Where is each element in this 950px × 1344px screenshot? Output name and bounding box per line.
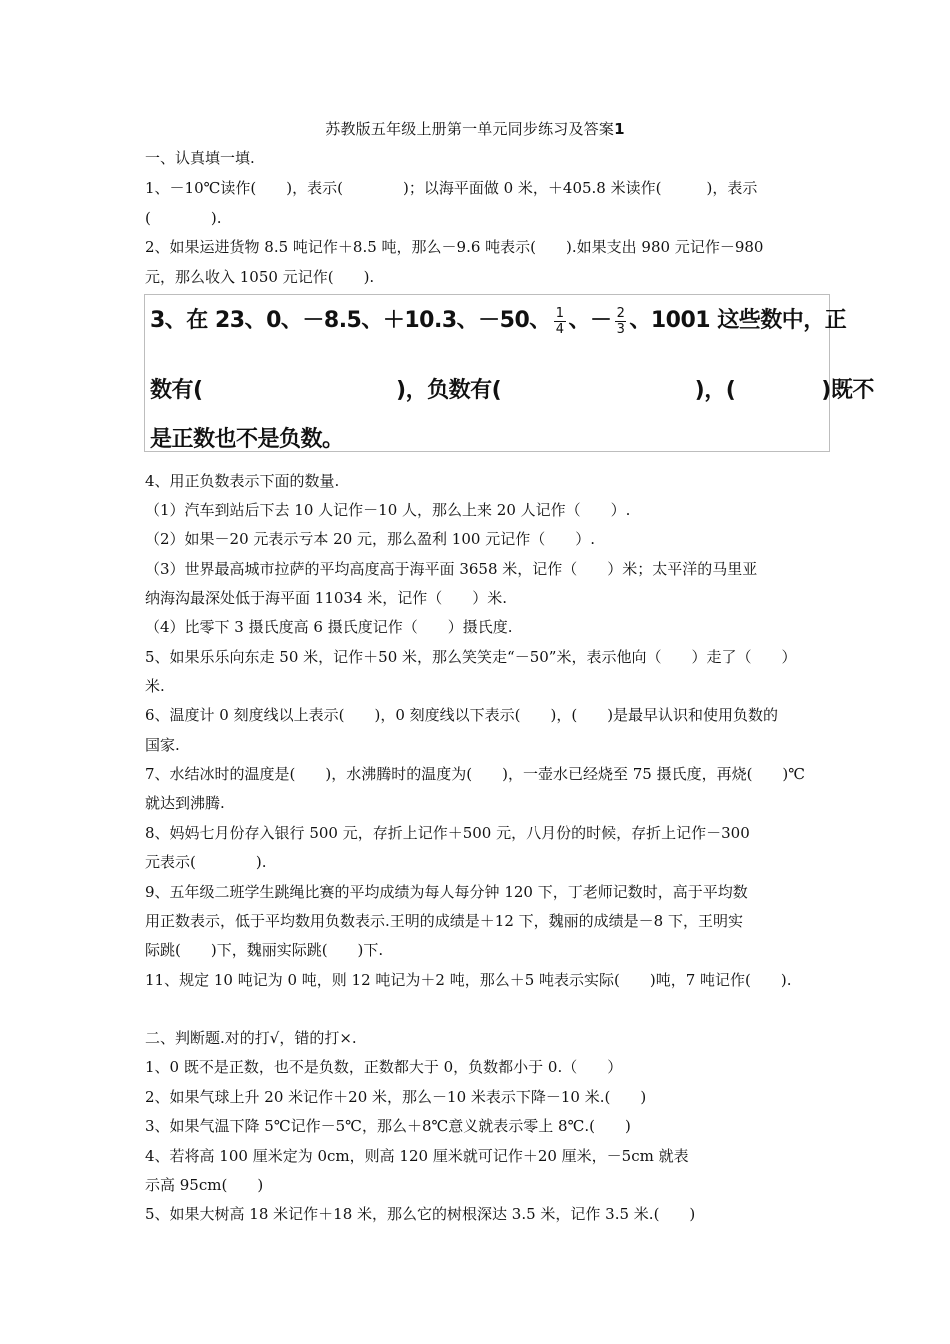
- q4-item-1: （1）汽车到站后下去 10 人记作－10 人，那么上来 20 人记作（ ）.: [145, 501, 631, 519]
- q4-item-4: （4）比零下 3 摄氏度高 6 摄氏度记作（ ）摄氏度.: [145, 618, 513, 636]
- q3-part2: 、1001 这些数中，正: [629, 308, 847, 333]
- judge-5: 5、如果大树高 18 米记作＋18 米，那么它的树根深达 3.5 米，记作 3.5 米.( ): [145, 1205, 696, 1223]
- section1-heading: 一、认真填一填.: [145, 149, 255, 167]
- fraction-numerator: 2: [616, 305, 625, 321]
- page-title: [0, 118, 950, 139]
- title-text: 苏教版五年级上册第一单元同步练习及答案: [325, 120, 615, 138]
- q9-line-3: 际跳( )下，魏丽实际跳( )下.: [145, 941, 384, 959]
- q4-item-2: （2）如果－20 元表示亏本 20 元，那么盈利 100 元记作（ ）.: [145, 530, 595, 548]
- fraction-denominator: 3: [616, 321, 625, 337]
- fraction-denominator: 4: [555, 321, 564, 337]
- q8-line-1: 8、妈妈七月份存入银行 500 元，存折上记作＋500 元，八月份的时候，存折上记作－300: [145, 824, 750, 842]
- judge-1: 1、0 既不是正数，也不是负数，正数都大于 0，负数都小于 0.（ ）: [145, 1058, 623, 1076]
- q9-line-2: 用正数表示，低于平均数用负数表示.王明的成绩是＋12 下，魏丽的成绩是－8 下，王明实: [145, 912, 743, 930]
- q3-image-box: [144, 294, 874, 452]
- q4-heading: 4、用正负数表示下面的数量.: [145, 472, 340, 490]
- q5-line-1: 5、如果乐乐向东走 50 米，记作＋50 米，那么笑笑走“－50”米，表示他向（ ）走了（ ）: [145, 648, 797, 666]
- q2-line-2: 元，那么收入 1050 元记作( ).: [145, 268, 375, 286]
- q2-line-1: 2、如果运进货物 8.5 吨记作＋8.5 吨，那么－9.6 吨表示( ).如果支出 980 元记作－980: [145, 238, 764, 256]
- judge-4-line-1: 4、若将高 100 厘米定为 0cm，则高 120 厘米就可记作＋20 厘米，－5cm 就表: [145, 1147, 689, 1165]
- q6-line-1: 6、温度计 0 刻度线以上表示( )，0 刻度线以下表示( )，( )是最早认识和使用负数的: [145, 706, 779, 724]
- q11-line: 11、规定 10 吨记为 0 吨，则 12 吨记为＋2 吨，那么＋5 吨表示实际( )吨，7 吨记作( ).: [145, 971, 792, 989]
- judge-3: 3、如果气温下降 5℃记作－5℃，那么＋8℃意义就表示零上 8℃.( ): [145, 1117, 631, 1135]
- q7-line-1: 7、水结冰时的温度是( )，水沸腾时的温度为( )，一壶水已经烧至 75 摄氏度，再烧( )℃: [145, 765, 806, 783]
- q3-line-1: [150, 303, 846, 337]
- q4-item-3-line-1: （3）世界最高城市拉萨的平均高度高于海平面 3658 米，记作（ ）米；太平洋的马里亚: [145, 560, 758, 578]
- q3-line-3: 是正数也不是负数。: [150, 427, 344, 452]
- title-number: 1: [614, 120, 625, 138]
- q3-part1: 3、在 23、0、－8.5、＋10.3、－50、: [150, 308, 551, 333]
- q5-line-2: 米.: [145, 677, 165, 695]
- q6-line-2: 国家.: [145, 736, 180, 754]
- q7-line-2: 就达到沸腾.: [145, 794, 225, 812]
- q1-line-1: 1、－10℃读作( )，表示( )；以海平面做 0 米，＋405.8 米读作( )，表示: [145, 179, 758, 197]
- q9-line-1: 9、五年级二班学生跳绳比赛的平均成绩为每人每分钟 120 下，丁老师记数时，高于平均数: [145, 883, 748, 901]
- q8-line-2: 元表示( ).: [145, 853, 267, 871]
- q1-line-2: ( ).: [145, 209, 222, 227]
- q4-item-3-line-2: 纳海沟最深处低于海平面 11034 米，记作（ ）米.: [145, 589, 508, 607]
- fraction-two-thirds: [615, 306, 627, 337]
- judge-4-line-2: 示高 95cm( ): [145, 1176, 264, 1194]
- q3-sep: 、－: [568, 308, 612, 333]
- section2-heading: 二、判断题.对的打√，错的打×.: [145, 1029, 357, 1047]
- fraction-numerator: 1: [555, 305, 564, 321]
- judge-2: 2、如果气球上升 20 米记作＋20 米，那么－10 米表示下降－10 米.( ): [145, 1088, 647, 1106]
- fraction-one-quarter: [554, 306, 566, 337]
- q3-line-2: 数有( )，负数有( )，( )既不: [150, 378, 874, 403]
